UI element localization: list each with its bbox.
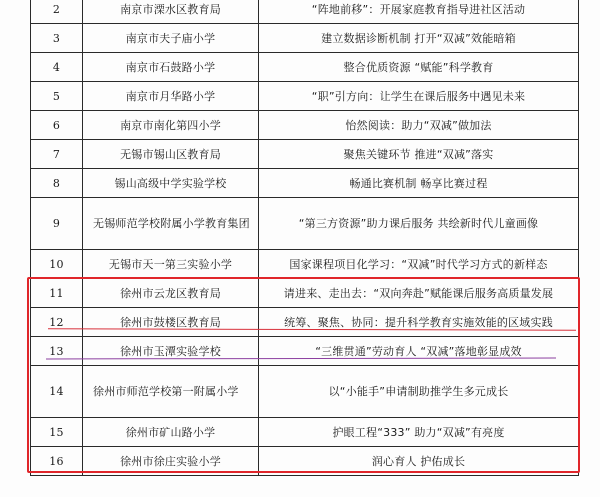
row-organization: 南京市石鼓路小学 — [83, 53, 259, 82]
row-number: 4 — [31, 53, 83, 82]
row-title: 润心育人 护佑成长 — [259, 447, 579, 476]
row-organization: 南京市南化第四小学 — [83, 111, 259, 140]
row-number: 16 — [31, 447, 83, 476]
row-organization: 南京市溧水区教育局 — [83, 0, 259, 24]
row-organization: 徐州市师范学校第一附属小学 — [83, 366, 259, 418]
row-title: 整合优质资源 “赋能”科学教育 — [259, 53, 579, 82]
row-title: 聚焦关键环节 推进“双减”落实 — [259, 140, 579, 169]
row-number: 6 — [31, 111, 83, 140]
row-title: 统筹、聚焦、协同：提升科学教育实施效能的区域实践 — [259, 308, 579, 337]
row-number: 10 — [31, 250, 83, 279]
table-row — [31, 111, 579, 140]
table-row — [31, 250, 579, 279]
table-row — [31, 366, 579, 418]
table-row — [31, 447, 579, 476]
table-row — [31, 169, 579, 198]
row-title: 建立数据诊断机制 打开“双减”效能暗箱 — [259, 24, 579, 53]
row-title: “阵地前移”：开展家庭教育指导进社区活动 — [259, 0, 579, 24]
row-title: “职”引方向：让学生在课后服务中遇见未来 — [259, 82, 579, 111]
case-list-table — [30, 0, 579, 476]
table-row — [31, 198, 579, 250]
row-organization: 徐州市玉潭实验学校 — [83, 337, 259, 366]
row-number: 15 — [31, 418, 83, 447]
row-organization: 徐州市矿山路小学 — [83, 418, 259, 447]
row-title: 以“小能手”申请制助推学生多元成长 — [259, 366, 579, 418]
row-number: 2 — [31, 0, 83, 24]
row-number: 14 — [31, 366, 83, 418]
row-number: 8 — [31, 169, 83, 198]
table-row — [31, 418, 579, 447]
row-title: 怡然阅读：助力“双减”做加法 — [259, 111, 579, 140]
row-organization: 徐州市鼓楼区教育局 — [83, 308, 259, 337]
table-row — [31, 82, 579, 111]
row-number: 5 — [31, 82, 83, 111]
table-row — [31, 308, 579, 337]
row-organization: 徐州市云龙区教育局 — [83, 279, 259, 308]
row-title: 请进来、走出去：“双向奔赴”赋能课后服务高质量发展 — [259, 279, 579, 308]
table-row — [31, 140, 579, 169]
row-number: 7 — [31, 140, 83, 169]
row-title: 国家课程项目化学习：“双减”时代学习方式的新样态 — [259, 250, 579, 279]
row-organization: 徐州市徐庄实验小学 — [83, 447, 259, 476]
row-title: “三维贯通”劳动育人 “双减”落地彰显成效 — [259, 337, 579, 366]
table-row — [31, 53, 579, 82]
table-row — [31, 279, 579, 308]
row-title: 畅通比赛机制 畅享比赛过程 — [259, 169, 579, 198]
row-organization: 无锡师范学校附属小学教育集团 — [83, 198, 259, 250]
row-title: “第三方资源”助力课后服务 共绘新时代儿童画像 — [259, 198, 579, 250]
table-row — [31, 24, 579, 53]
row-organization: 南京市月华路小学 — [83, 82, 259, 111]
table-row — [31, 0, 579, 24]
row-organization: 南京市夫子庙小学 — [83, 24, 259, 53]
row-number: 13 — [31, 337, 83, 366]
row-number: 11 — [31, 279, 83, 308]
row-organization: 无锡市天一第三实验小学 — [83, 250, 259, 279]
row-number: 9 — [31, 198, 83, 250]
row-organization: 无锡市锡山区教育局 — [83, 140, 259, 169]
table-row — [31, 337, 579, 366]
row-organization: 锡山高级中学实验学校 — [83, 169, 259, 198]
row-title: 护眼工程“333” 助力“双减”有亮度 — [259, 418, 579, 447]
row-number: 3 — [31, 24, 83, 53]
row-number: 12 — [31, 308, 83, 337]
